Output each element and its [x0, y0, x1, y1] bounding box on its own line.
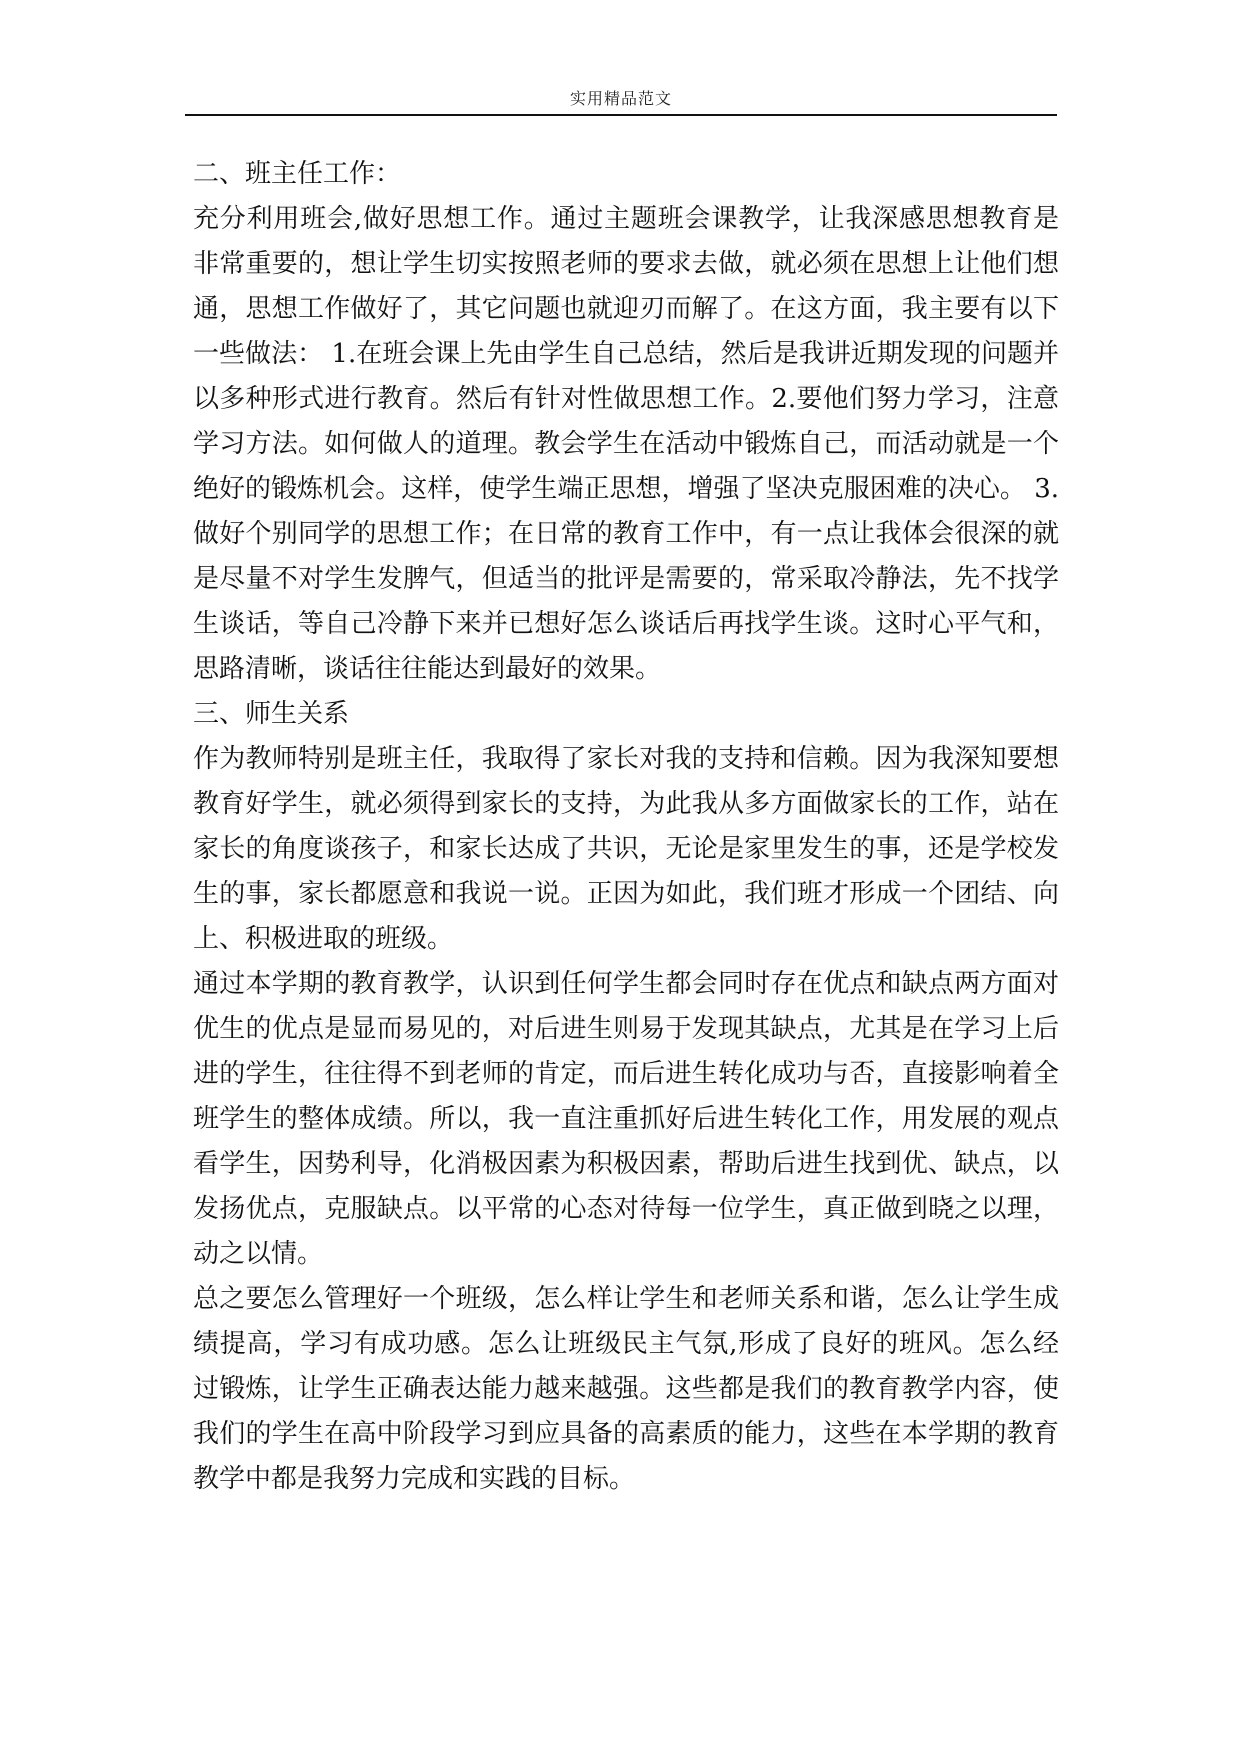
paragraph-class-meeting-work: 充分利用班会,做好思想工作。通过主题班会课教学，让我深感思想教育是非常重要的，想让学生切实按照老师的要求去做，就必须在思想上让他们想通，思想工作做好了，其它问题也就迎刃而解了。在这方面，我主要有以下一些做法： 1.在班会课上先由学生自己总结，然后是我讲近期发现的问题并以多种形式进行教育。然后有针对性做思想工作。2.要他们努力学习，注意学习方法。如何做人的道理。教会学生在活动中锻炼自己，而活动就是一个绝好的锻炼机会。这样，使学生端正思想，增强了坚决克服困难的决心。 3.做好个别同学的思想工作；在日常的教育工作中，有一点让我体会很深的就是尽量不对学生发脾气，但适当的批评是需要的，常采取冷静法，先不找学生谈话，等自己冷静下来并已想好怎么谈话后再找学生谈。这时心平气和，思路清晰，谈话往往能达到最好的效果。 — [193, 204, 1059, 684]
paragraph-conclusion: 总之要怎么管理好一个班级，怎么样让学生和老师关系和谐，怎么让学生成绩提高，学习有成功感。怎么让班级民主气氛,形成了良好的班风。怎么经过锻炼，让学生正确表达能力越来越强。这些都是我们的教育教学内容，使我们的学生在高中阶段学习到应具备的高素质的能力，这些在本学期的教育教学中都是我努力完成和实践的目标。 — [193, 1284, 1059, 1494]
paragraph-underachiever-transformation: 通过本学期的教育教学，认识到任何学生都会同时存在优点和缺点两方面对优生的优点是显而易见的，对后进生则易于发现其缺点，尤其是在学习上后进的学生，往往得不到老师的肯定，而后进生转化成功与否，直接影响着全班学生的整体成绩。所以，我一直注重抓好后进生转化工作，用发展的观点看学生，因势利导，化消极因素为积极因素，帮助后进生找到优、缺点，以发扬优点，克服缺点。以平常的心态对待每一位学生，真正做到晓之以理，动之以情。 — [193, 969, 1059, 1269]
section-heading-teacher-student-relations: 三、师生关系 — [193, 699, 350, 729]
page-header: 实用精品范文 — [569, 89, 672, 108]
section-heading-class-teacher-work: 二、班主任工作： — [193, 159, 402, 189]
paragraph-parent-support: 作为教师特别是班主任，我取得了家长对我的支持和信赖。因为我深知要想教育好学生，就必须得到家长的支持，为此我从多方面做家长的工作，站在家长的角度谈孩子，和家长达成了共识，无论是家里发生的事，还是学校发生的事，家长都愿意和我说一说。正因为如此，我们班才形成一个团结、向上、积极进取的班级。 — [193, 744, 1059, 954]
document-body — [193, 152, 1059, 1502]
header-divider — [185, 114, 1057, 116]
